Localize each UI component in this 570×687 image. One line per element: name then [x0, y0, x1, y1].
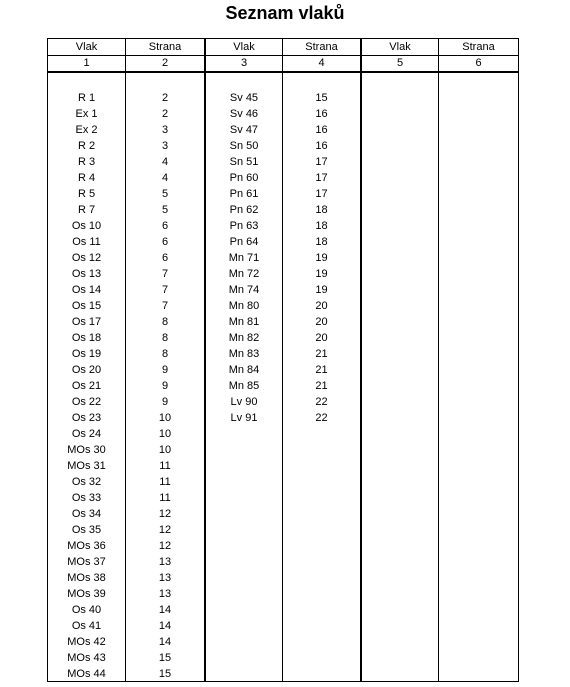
page-cell: 3: [161, 140, 169, 152]
page-cell: 19: [315, 252, 328, 264]
page-cell: 16: [315, 140, 328, 152]
page-cell: 8: [161, 316, 169, 328]
page-cell: 18: [315, 236, 328, 248]
header-page-1: Strana: [148, 41, 182, 53]
page-cell: 5: [161, 188, 169, 200]
page-cell: 6: [161, 252, 169, 264]
train-cell: Os 35: [71, 524, 102, 536]
page-cell: 3: [161, 124, 169, 136]
page-cell: 7: [161, 300, 169, 312]
train-cell: Sv 47: [229, 124, 259, 136]
page-cell: 18: [315, 204, 328, 216]
train-cell: Mn 84: [228, 364, 260, 376]
train-cell: Os 17: [71, 316, 102, 328]
train-cell: Os 12: [71, 252, 102, 264]
train-cell: R 3: [77, 156, 96, 168]
header-train-2: Vlak: [233, 41, 255, 53]
page-cell: 11: [159, 460, 171, 472]
page-cell: 6: [161, 220, 169, 232]
train-list-table: [47, 38, 519, 682]
train-cell: Os 24: [71, 428, 102, 440]
page-cell: 16: [315, 108, 328, 120]
train-cell: MOs 36: [67, 540, 106, 552]
page-cell: 4: [161, 172, 169, 184]
train-cell: Os 41: [71, 620, 102, 632]
train-cell: Mn 85: [228, 380, 260, 392]
page-cell: 11: [159, 492, 171, 504]
train-cell: Lv 91: [230, 412, 258, 424]
page-cell: 20: [315, 316, 328, 328]
page-cell: 19: [315, 268, 328, 280]
train-cell: Mn 81: [228, 316, 260, 328]
group-divider: [360, 39, 362, 681]
train-cell: Lv 90: [230, 396, 258, 408]
train-cell: Mn 82: [228, 332, 260, 344]
train-cell: Os 11: [72, 236, 101, 248]
page-cell: 7: [161, 284, 169, 296]
page-cell: 21: [315, 348, 328, 360]
train-cell: MOs 38: [67, 572, 106, 584]
page-cell: 17: [315, 156, 328, 168]
page-column-1: [126, 90, 204, 682]
page-cell: 13: [158, 572, 172, 584]
column-number-2: 2: [161, 57, 169, 69]
page-column-2: [283, 90, 360, 426]
page-cell: 21: [315, 364, 328, 376]
train-cell: Os 19: [71, 348, 102, 360]
page-title: Seznam vlaků: [225, 3, 345, 23]
train-cell: MOs 39: [67, 588, 106, 600]
page-cell: 15: [158, 668, 172, 680]
header-page-2: Strana: [305, 41, 338, 53]
train-cell: R 1: [77, 92, 96, 104]
train-cell: Os 21: [71, 380, 102, 392]
train-cell: Pn 61: [229, 188, 259, 200]
train-cell: Pn 64: [229, 236, 259, 248]
page-cell: 20: [315, 332, 328, 344]
page-cell: 15: [315, 92, 328, 104]
train-cell: Sv 45: [229, 92, 259, 104]
train-cell: Pn 62: [229, 204, 259, 216]
page-cell: 22: [315, 396, 328, 408]
train-cell: Os 15: [71, 300, 102, 312]
train-column-2: [206, 90, 282, 426]
train-cell: Os 14: [71, 284, 102, 296]
page-cell: 17: [315, 188, 328, 200]
column-number-5: 5: [396, 57, 404, 69]
page-cell: 5: [161, 204, 169, 216]
train-cell: Ex 2: [75, 124, 98, 136]
page-cell: 9: [161, 380, 169, 392]
page-cell: 9: [161, 364, 169, 376]
page-cell: 6: [161, 236, 169, 248]
train-cell: Os 18: [71, 332, 102, 344]
header-train-1: Vlak: [75, 41, 98, 53]
train-cell: Mn 74: [228, 284, 260, 296]
page-cell: 12: [158, 508, 172, 520]
page-cell: 9: [161, 396, 169, 408]
train-cell: Os 32: [71, 476, 102, 488]
train-cell: MOs 44: [67, 668, 106, 680]
train-cell: MOs 30: [67, 444, 106, 456]
train-cell: Mn 72: [228, 268, 260, 280]
train-cell: MOs 42: [67, 636, 106, 648]
page-cell: 14: [158, 620, 172, 632]
page-cell: 2: [161, 108, 169, 120]
train-cell: Pn 60: [229, 172, 259, 184]
train-cell: Os 13: [71, 268, 102, 280]
train-cell: MOs 43: [67, 652, 106, 664]
header-page-3: Strana: [462, 41, 495, 53]
page-cell: 2: [161, 92, 169, 104]
page-cell: 10: [158, 412, 172, 424]
train-cell: Os 33: [71, 492, 102, 504]
page-cell: 12: [158, 540, 172, 552]
page-cell: 21: [315, 380, 328, 392]
train-cell: Os 40: [71, 604, 102, 616]
column-number-1: 1: [83, 57, 90, 69]
page-cell: 10: [158, 444, 172, 456]
page-cell: 13: [158, 588, 172, 600]
page-cell: 10: [158, 428, 172, 440]
train-cell: Sv 46: [229, 108, 259, 120]
page-cell: 8: [161, 348, 169, 360]
page-cell: 18: [315, 220, 328, 232]
page-cell: 11: [159, 476, 171, 488]
train-cell: Os 22: [71, 396, 102, 408]
train-cell: R 4: [77, 172, 96, 184]
column-number-4: 4: [318, 57, 325, 69]
train-column-1: [48, 90, 125, 682]
train-cell: Os 23: [71, 412, 102, 424]
train-cell: Mn 71: [228, 252, 260, 264]
train-cell: Os 34: [71, 508, 102, 520]
page-cell: 15: [158, 652, 172, 664]
train-cell: Os 20: [71, 364, 102, 376]
column-number-6: 6: [475, 57, 482, 69]
train-cell: Sn 51: [229, 156, 259, 168]
train-cell: MOs 31: [67, 460, 106, 472]
column-divider: [438, 39, 439, 681]
train-cell: Pn 63: [229, 220, 259, 232]
train-cell: Os 10: [71, 220, 102, 232]
page-cell: 7: [161, 268, 169, 280]
header-bottom-divider: [48, 71, 518, 73]
page-cell: 17: [315, 172, 328, 184]
page-cell: 4: [161, 156, 169, 168]
page-cell: 22: [315, 412, 328, 424]
train-cell: R 2: [77, 140, 96, 152]
page-cell: 20: [315, 300, 328, 312]
train-cell: Mn 83: [228, 348, 260, 360]
page-cell: 8: [161, 332, 169, 344]
train-cell: Ex 1: [75, 108, 98, 120]
train-cell: R 5: [77, 188, 96, 200]
page-cell: 14: [158, 604, 172, 616]
page-cell: 12: [158, 524, 172, 536]
train-cell: R 7: [77, 204, 96, 216]
train-cell: Sn 50: [229, 140, 259, 152]
page-cell: 14: [158, 636, 172, 648]
header-train-3: Vlak: [389, 41, 411, 53]
page-cell: 16: [315, 124, 328, 136]
train-cell: MOs 37: [67, 556, 106, 568]
page-cell: 19: [315, 284, 328, 296]
page-cell: 13: [158, 556, 172, 568]
train-cell: Mn 80: [228, 300, 260, 312]
column-number-3: 3: [240, 57, 248, 69]
